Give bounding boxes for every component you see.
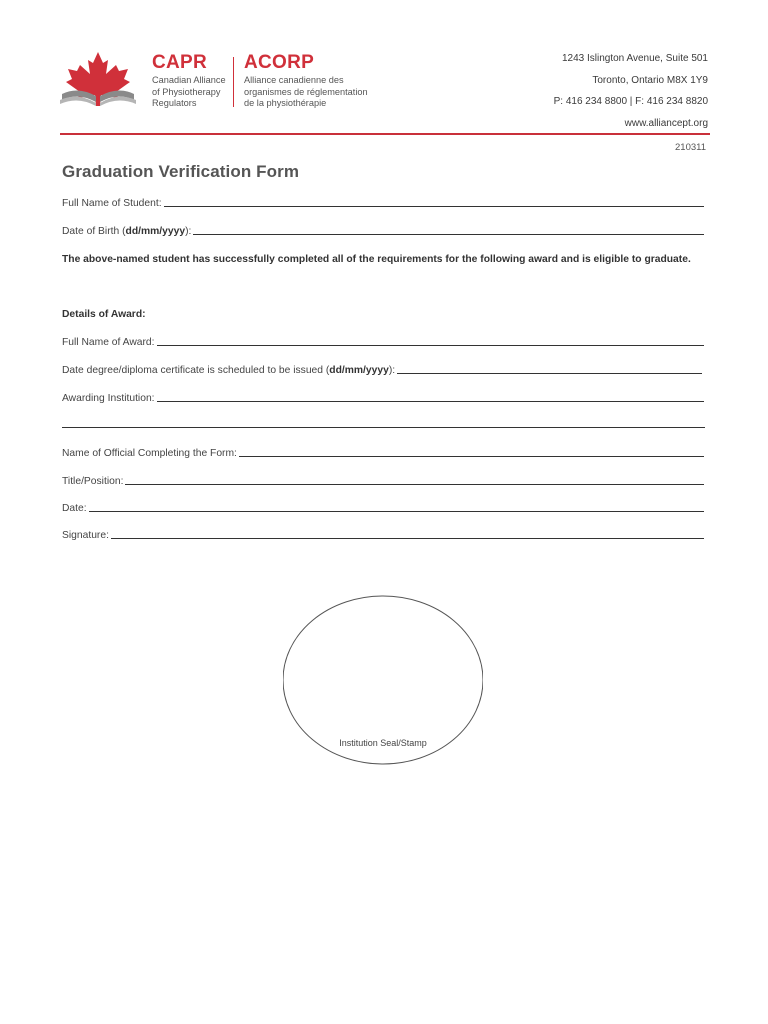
award-name-label: Full Name of Award: xyxy=(62,337,155,348)
date-input-line[interactable] xyxy=(89,511,704,512)
website-link[interactable]: www.alliancept.org xyxy=(624,117,708,129)
date-label: Date: xyxy=(62,503,87,514)
document-code: 210311 xyxy=(675,142,706,153)
title-position-label: Title/Position: xyxy=(62,476,124,487)
date-of-birth-field[interactable] xyxy=(62,223,704,237)
form-title: Graduation Verification Form xyxy=(62,162,300,181)
seal-label: Institution Seal/Stamp xyxy=(339,738,427,748)
awarding-institution-label: Awarding Institution: xyxy=(62,393,155,404)
acorp-subtitle-line: organismes de réglementation xyxy=(244,86,368,97)
date-of-birth-input-line[interactable] xyxy=(193,234,704,235)
capr-name: CAPR xyxy=(152,52,208,73)
signature-label: Signature: xyxy=(62,530,109,541)
awarding-institution-field[interactable] xyxy=(62,390,704,404)
award-name-field[interactable] xyxy=(62,334,704,348)
student-name-label: Full Name of Student: xyxy=(62,198,162,209)
title-position-field[interactable] xyxy=(62,473,704,487)
official-name-field[interactable] xyxy=(62,445,704,459)
capr-subtitle-line: Canadian Alliance xyxy=(152,75,226,85)
acorp-subtitle xyxy=(244,75,368,110)
title-position-input-line[interactable] xyxy=(125,484,704,485)
capr-block xyxy=(152,52,226,110)
award-name-input-line[interactable] xyxy=(157,345,704,346)
address-line-2: Toronto, Ontario M8X 1Y9 xyxy=(592,74,708,86)
address-line-1: 1243 Islington Avenue, Suite 501 xyxy=(561,53,708,64)
official-name-input-line[interactable] xyxy=(239,456,704,457)
award-section-heading: Details of Award: xyxy=(62,309,146,320)
header-divider xyxy=(233,57,234,107)
issue-date-field[interactable] xyxy=(62,362,702,376)
student-name-input-line[interactable] xyxy=(164,206,704,207)
section-divider xyxy=(62,427,705,428)
issue-date-input-line[interactable] xyxy=(397,373,702,374)
acorp-name: ACORP xyxy=(244,52,315,73)
capr-subtitle-line: of Physiotherapy xyxy=(152,86,221,97)
issue-date-label: Date degree/diploma certificate is scheduled to be issued (dd/mm/yyyy): xyxy=(62,365,396,376)
acorp-subtitle-line: Alliance canadienne des xyxy=(244,75,344,85)
contact-block xyxy=(554,48,708,134)
maple-leaf-book-icon xyxy=(58,50,138,112)
date-of-birth-label: Date of Birth (dd/mm/yyyy): xyxy=(62,226,192,237)
acorp-subtitle-line: de la physiothérapie xyxy=(244,98,327,108)
student-name-field[interactable] xyxy=(62,195,704,209)
official-name-label: Name of Official Completing the Form: xyxy=(62,448,237,459)
capr-subtitle xyxy=(152,75,226,110)
header-rule xyxy=(60,133,710,135)
capr-subtitle-line: Regulators xyxy=(152,98,197,108)
eligibility-statement: The above-named student has successfully completed all of the requirements for the following award and is eligible to graduate. xyxy=(62,254,691,265)
signature-field[interactable] xyxy=(62,527,704,541)
date-field[interactable] xyxy=(62,500,704,514)
phone-fax: P: 416 234 8800 | F: 416 234 8820 xyxy=(553,96,708,107)
signature-input-line[interactable] xyxy=(111,538,704,539)
awarding-institution-input-line[interactable] xyxy=(157,401,704,402)
acorp-block xyxy=(244,52,368,110)
